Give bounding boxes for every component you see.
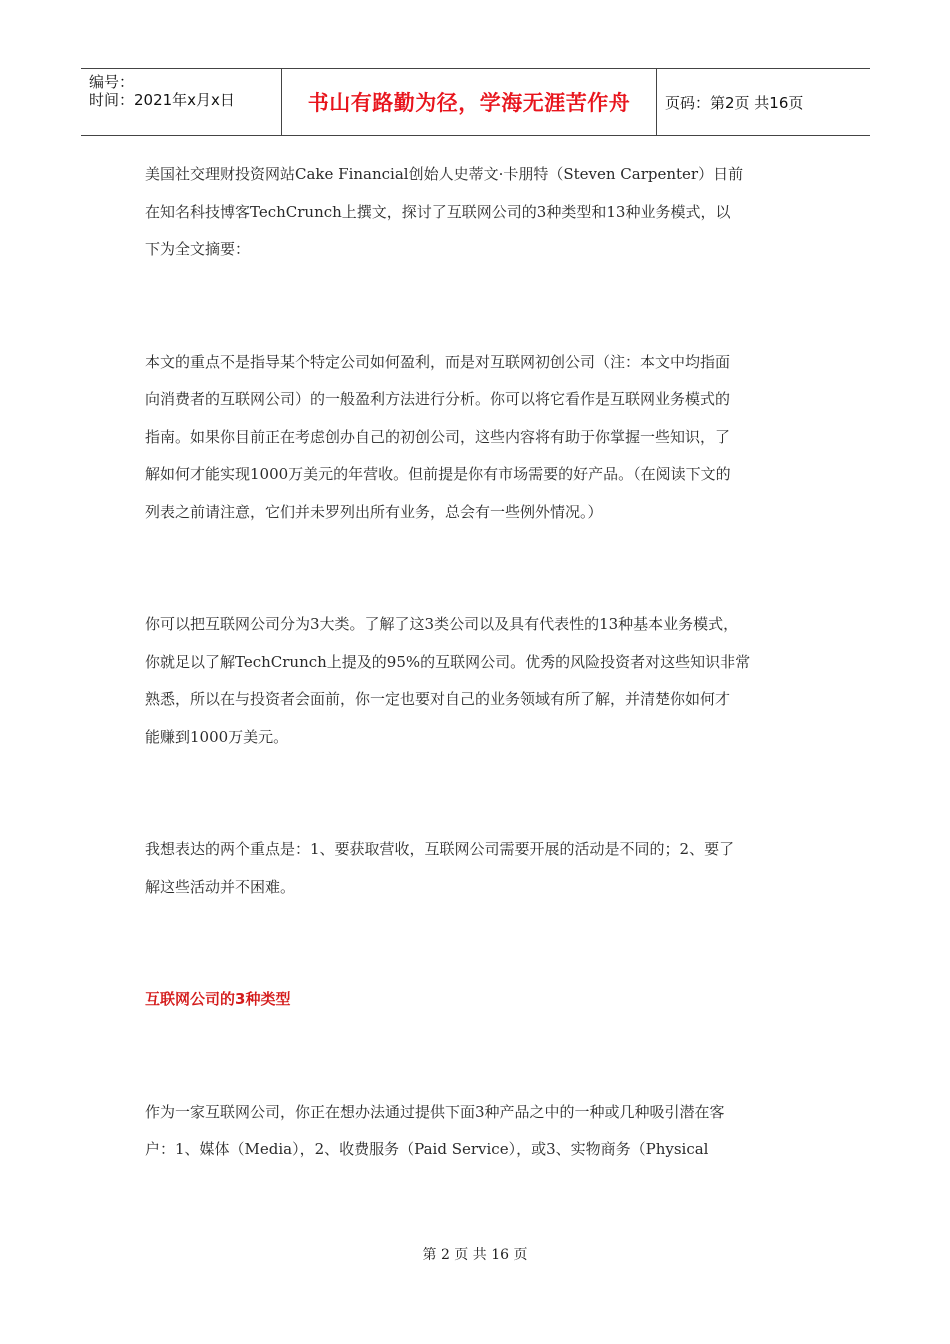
section-heading: 互联网公司的3种类型 bbox=[145, 990, 291, 1008]
paragraph-intro bbox=[145, 156, 810, 269]
text-line: 列表之前请注意，它们并未罗列出所有业务，总会有一些例外情况。） bbox=[145, 502, 603, 521]
paragraph-categories bbox=[145, 606, 810, 756]
text-line: 熟悉，所以在与投资者会面前，你一定也要对自己的业务领域有所了解，并清楚你如何才 bbox=[145, 690, 731, 708]
text-line: 我想表达的两个重点是：1、要获取营收，互联网公司需要开展的活动是不同的；2、要了 bbox=[145, 840, 735, 858]
text-line: 能赚到1000万美元。 bbox=[145, 727, 289, 746]
text-line: 指南。如果你目前正在考虑创办自己的初创公司，这些内容将有助于你掌握一些知识，了 bbox=[145, 427, 731, 446]
text-line: 解这些活动并不困难。 bbox=[145, 877, 296, 896]
text-line: 下为全文摘要： bbox=[145, 240, 251, 258]
text-line: 解如何才能实现1000万美元的年营收。但前提是你有市场需要的好产品。（在阅读下文的 bbox=[145, 465, 731, 483]
header-motto: 书山有路勤为径，学海无涯苦作舟 bbox=[307, 91, 631, 115]
text-line: 在知名科技博客TechCrunch上撰文，探讨了互联网公司的3种类型和13种业务模式，以 bbox=[145, 202, 731, 221]
paragraph-focus bbox=[145, 344, 810, 532]
document-date: 时间：2021年x月x日 bbox=[89, 91, 235, 109]
paragraph-key-points bbox=[145, 831, 810, 906]
text-line: 你可以把互联网公司分为3大类。了解了这3类公司以及具有代表性的13种基本业务模式， bbox=[145, 615, 739, 633]
text-line: 你就足以了解TechCrunch上提及的95%的互联网公司。优秀的风险投资者对这些知识非常 bbox=[145, 652, 751, 671]
header-meta bbox=[89, 73, 235, 109]
page-footer: 第 2 页 共 16 页 bbox=[422, 1247, 528, 1263]
text-line: 本文的重点不是指导某个特定公司如何盈利，而是对互联网初创公司（注：本文中均指面 bbox=[145, 352, 731, 371]
text-line: 美国社交理财投资网站Cake Financial创始人史蒂文·卡朋特（Steven Carpenter）日前 bbox=[145, 165, 744, 183]
text-line: 作为一家互联网公司，你正在想办法通过提供下面3种产品之中的一种或几种吸引潜在客 bbox=[145, 1102, 725, 1121]
paragraph-three-types bbox=[145, 1094, 810, 1169]
header-page-info: 页码：第2页 共16页 bbox=[665, 93, 804, 112]
document-code-label: 编号： bbox=[89, 73, 135, 91]
document-body bbox=[145, 156, 810, 1169]
header-table bbox=[81, 68, 870, 136]
text-line: 向消费者的互联网公司）的一般盈利方法进行分析。你可以将它看作是互联网业务模式的 bbox=[145, 390, 731, 408]
text-line: 户：1、媒体（Media），2、收费服务（Paid Service），或3、实物商务（Physical bbox=[145, 1140, 709, 1158]
